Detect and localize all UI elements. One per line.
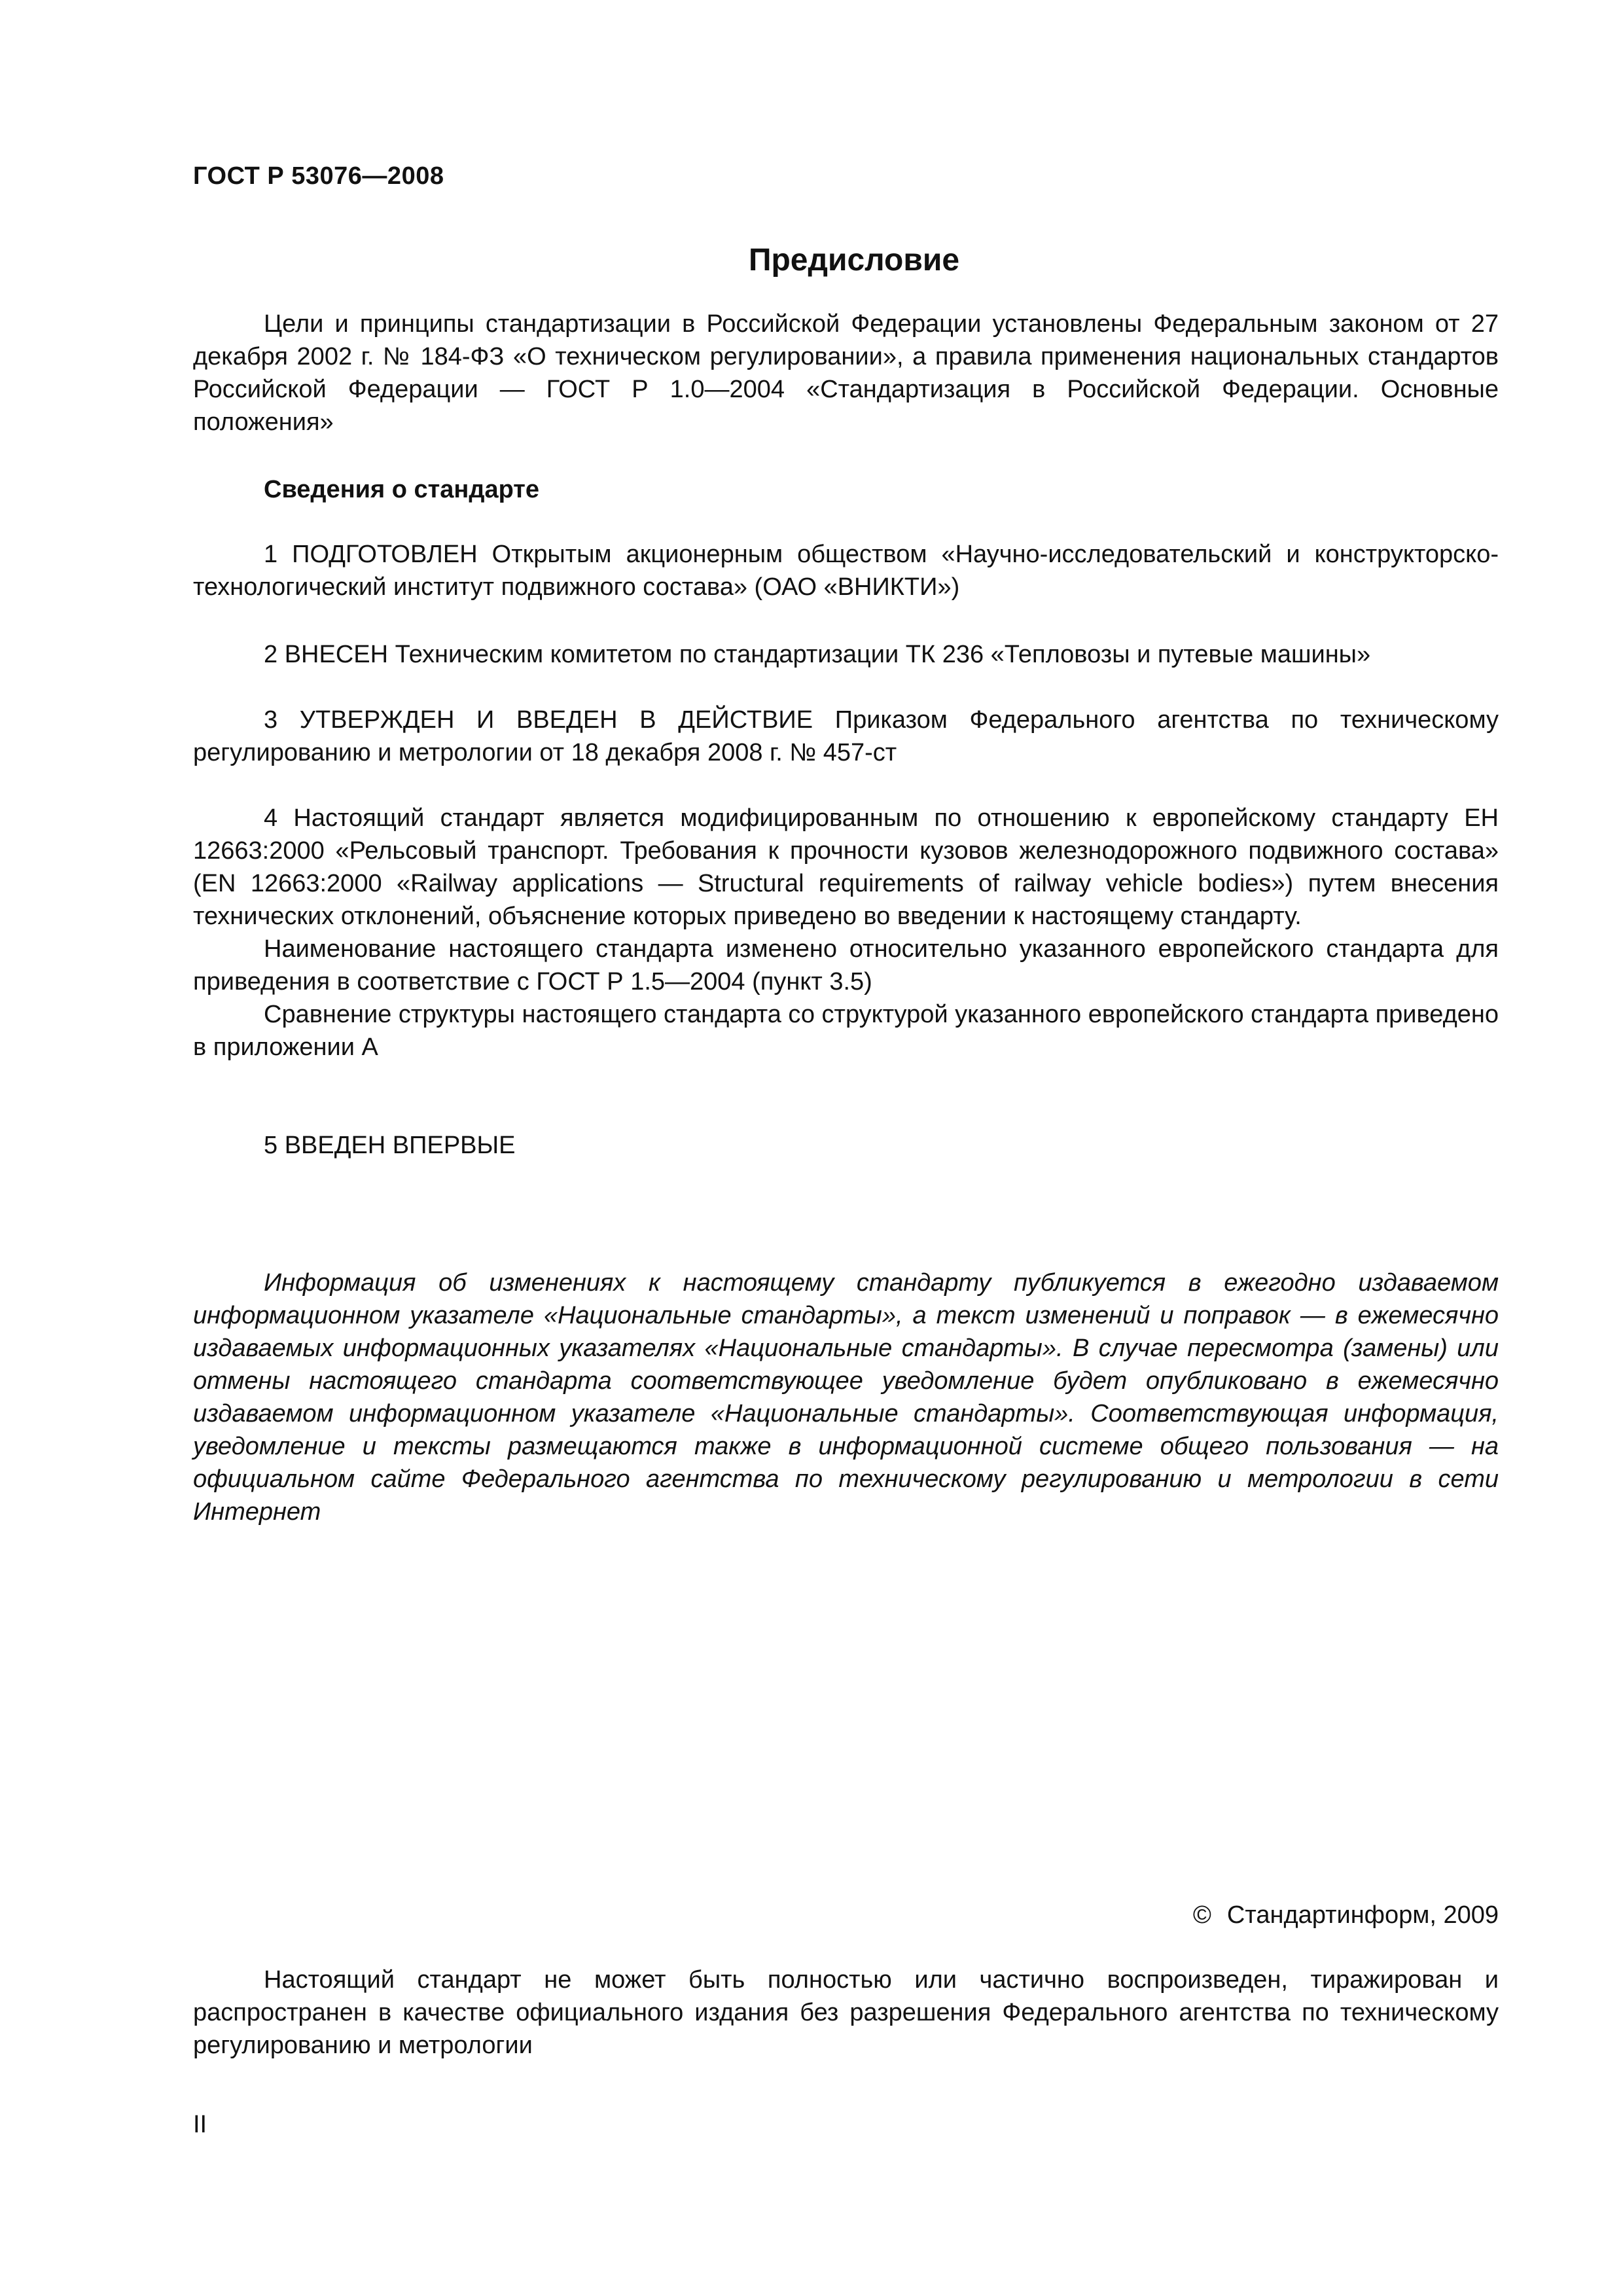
document-number-header: ГОСТ Р 53076—2008	[193, 162, 444, 190]
reproduction-paragraph: Настоящий стандарт не может быть полностью или частично воспроизведен, тиражирован и распространен в качестве официального издания без разрешения Федерального агентства по техническому регулированию и метрологии	[193, 1966, 1499, 2059]
page-title: Предисловие	[748, 243, 960, 278]
reproduction-section	[193, 1964, 1499, 2062]
item-3-paragraph: 3 УТВЕРЖДЕН И ВВЕДЕН В ДЕЙСТВИЕ Приказом Федерального агентства по техническому регулированию и метрологии от 18 декабря 2008 г. № 457-ст	[193, 706, 1499, 766]
intro-paragraph: Цели и принципы стандартизации в Российской Федерации установлены Федеральным законом от 27 декабря 2002 г. № 184-ФЗ «О техническом регулировании», а правила применения национальных стандартов Российской Федерации — ГОСТ Р 1.0—2004 «Стандартизация в Российской Федерации. Основные положения»	[193, 310, 1499, 436]
item-1-paragraph: 1 ПОДГОТОВЛЕН Открытым акционерным обществом «Научно-исследовательский и конструкторско-технологический институт подвижного состава» (ОАО «ВНИКТИ»)	[193, 541, 1499, 601]
page-number: II	[193, 2111, 207, 2138]
copyright-line	[1193, 1901, 1499, 1929]
item-5-section	[193, 1129, 1499, 1162]
publication-notice-text: Информация об изменениях к настоящему стандарту публикуется в ежегодно издаваемом информационном указателе «Национальные стандарты», а текст изменений и поправок — в ежемесячно издаваемых информационных указателях «Национальные стандарты». В случае пересмотра (замены) или отмены настоящего стандарта соответствующее уведомление будет опубликовано в ежемесячно издаваемом информационном указателе «Национальные стандарты». Соответствующая информация, уведомление и тексты размещаются также в информационной системе общего пользования — на официальном сайте Федерального агентства по техническому регулированию и метрологии в сети Интернет	[193, 1269, 1499, 1526]
item-4-paragraph-1: 4 Настоящий стандарт является модифицированным по отношению к европейскому стандарту ЕН 12663:2000 «Рельсовый транспорт. Требования к прочности кузовов железнодорожного подвижного состава» (EN 12663:2000 «Railway applications — Structural requirements of railway vehicle bodies») путем внесения технических отклонений, объяснение которых приведено во введении к настоящему стандарту.	[193, 804, 1499, 930]
item-4-paragraph-3: Сравнение структуры настоящего стандарта со структурой указанного европейского стандарта приведено в приложении А	[193, 1001, 1499, 1061]
item-1-section	[193, 538, 1499, 603]
standard-info-heading: Сведения о стандарте	[264, 476, 540, 503]
item-4-paragraph-2: Наименование настоящего стандарта изменено относительно указанного европейского стандарта для приведения в соответствие с ГОСТ Р 1.5—2004 (пункт 3.5)	[193, 935, 1499, 996]
item-4-section	[193, 802, 1499, 1064]
copyright-text: Стандартинформ, 2009	[1226, 1901, 1499, 1929]
item-3-section	[193, 704, 1499, 769]
publication-notice	[193, 1266, 1499, 1528]
intro-section	[193, 308, 1499, 439]
item-2-section	[193, 638, 1499, 671]
copyright-symbol: ©	[1192, 1901, 1211, 1929]
item-2-paragraph: 2 ВНЕСЕН Техническим комитетом по стандартизации ТК 236 «Тепловозы и путевые машины»	[264, 641, 1371, 668]
item-5-paragraph: 5 ВВЕДЕН ВПЕРВЫЕ	[264, 1132, 516, 1159]
